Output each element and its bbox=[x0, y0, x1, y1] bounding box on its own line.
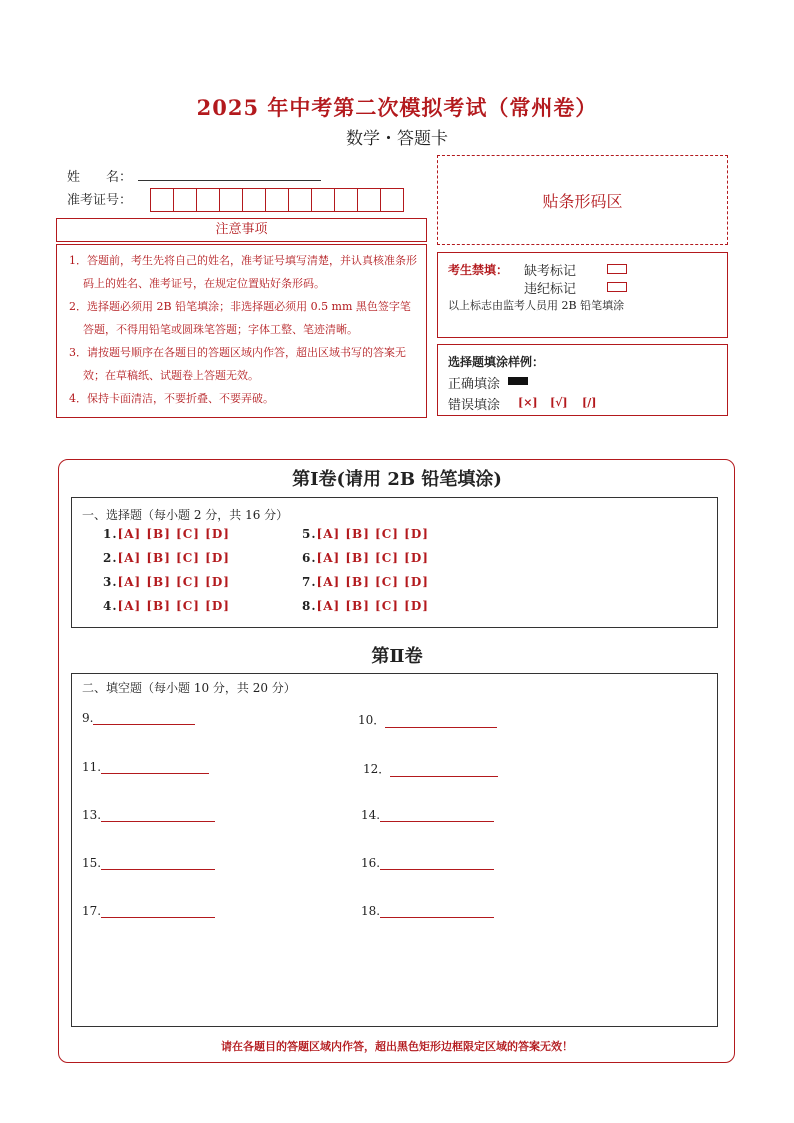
exam-id-boxes[interactable] bbox=[151, 188, 404, 212]
page-title: 2025 年中考第二次模拟考试（常州卷） bbox=[196, 95, 598, 120]
id-box[interactable] bbox=[173, 188, 197, 212]
fill-question-11[interactable]: 11. bbox=[82, 760, 209, 774]
fill-question-14[interactable]: 14. bbox=[361, 808, 494, 822]
correct-label: 正确填涂 bbox=[448, 377, 501, 392]
fill-question-13[interactable]: 13. bbox=[82, 808, 215, 822]
choice-section bbox=[71, 497, 718, 628]
fill-question-18[interactable]: 18. bbox=[361, 904, 494, 918]
sample-title: 选择题填涂样例： bbox=[448, 355, 545, 369]
violation-label: 违纪标记 bbox=[524, 282, 577, 297]
id-box[interactable] bbox=[219, 188, 243, 212]
choice-question-7[interactable]: 7.[A] [B] [C] [D] bbox=[302, 575, 429, 589]
fill-question-15[interactable]: 15. bbox=[82, 856, 215, 870]
part1-title: 第Ⅰ卷(请用 2B 铅笔填涂) bbox=[292, 469, 502, 490]
fill-question-9[interactable]: 9. bbox=[82, 711, 195, 725]
forbid-box bbox=[437, 252, 728, 338]
choice-question-5[interactable]: 5.[A] [B] [C] [D] bbox=[302, 527, 429, 541]
id-box[interactable] bbox=[380, 188, 404, 212]
footer-warning: 请在各题目的答题区域内作答，超出黑色矩形边框限定区域的答案无效！ bbox=[221, 1040, 573, 1053]
notice-item: 1．答题前，考生先将自己的姓名，准考证号填写清楚，并认真核准条形码上的姓名、准考证号，在规定位置贴好条形码。 bbox=[69, 254, 417, 290]
wrong-mark-2: [√] bbox=[550, 396, 568, 409]
id-box[interactable] bbox=[311, 188, 335, 212]
choice-question-2[interactable]: 2.[A] [B] [C] [D] bbox=[103, 551, 230, 565]
id-box[interactable] bbox=[334, 188, 358, 212]
forbid-label: 考生禁填： bbox=[448, 263, 509, 277]
name-label: 姓 名： bbox=[67, 170, 133, 185]
notice-title: 注意事项 bbox=[56, 218, 427, 242]
wrong-label: 错误填涂 bbox=[448, 398, 501, 413]
notice-item: 4．保持卡面清洁，不要折叠、不要弄破。 bbox=[69, 392, 274, 405]
forbid-note: 以上标志由监考人员用 2B 铅笔填涂 bbox=[448, 299, 625, 312]
part2-title: 第Ⅱ卷 bbox=[371, 646, 423, 667]
sample-box bbox=[437, 344, 728, 416]
missing-label: 缺考标记 bbox=[524, 264, 577, 279]
fill-section bbox=[71, 673, 718, 1027]
choice-section-label: 一、选择题（每小题 2 分，共 16 分） bbox=[82, 508, 289, 522]
missing-mark-box[interactable] bbox=[607, 264, 627, 274]
barcode-area bbox=[437, 155, 728, 245]
id-box[interactable] bbox=[150, 188, 174, 212]
choice-question-3[interactable]: 3.[A] [B] [C] [D] bbox=[103, 575, 230, 589]
id-box[interactable] bbox=[288, 188, 312, 212]
id-box[interactable] bbox=[265, 188, 289, 212]
id-label: 准考证号： bbox=[67, 193, 133, 208]
name-field[interactable] bbox=[138, 180, 321, 181]
choice-question-1[interactable]: 1.[A] [B] [C] [D] bbox=[103, 527, 230, 541]
choice-question-4[interactable]: 4.[A] [B] [C] [D] bbox=[103, 599, 230, 613]
fill-question-16[interactable]: 16. bbox=[361, 856, 494, 870]
correct-fill-sample bbox=[508, 377, 528, 385]
id-box[interactable] bbox=[357, 188, 381, 212]
id-box[interactable] bbox=[196, 188, 220, 212]
id-box[interactable] bbox=[242, 188, 266, 212]
fill-question-10[interactable]: 10． bbox=[358, 711, 497, 728]
wrong-mark-1: [×] bbox=[518, 396, 538, 409]
notice-box bbox=[56, 244, 427, 418]
wrong-mark-3: [/] bbox=[582, 396, 597, 409]
notice-item: 3．请按题号顺序在各题目的答题区域内作答，超出区域书写的答案无效；在草稿纸、试题卷上答题无效。 bbox=[69, 346, 406, 382]
fill-section-label: 二、填空题（每小题 10 分，共 20 分） bbox=[82, 681, 296, 695]
choice-question-8[interactable]: 8.[A] [B] [C] [D] bbox=[302, 599, 429, 613]
violation-mark-box[interactable] bbox=[607, 282, 627, 292]
page-subtitle: 数学・答题卡 bbox=[346, 129, 448, 149]
choice-question-6[interactable]: 6.[A] [B] [C] [D] bbox=[302, 551, 429, 565]
fill-question-12[interactable]: 12． bbox=[363, 760, 498, 777]
fill-question-17[interactable]: 17. bbox=[82, 904, 215, 918]
notice-item: 2．选择题必须用 2B 铅笔填涂；非选择题必须用 0.5 mm 黑色签字笔答题，不得用铅笔或圆珠笔答题；字体工整、笔迹清晰。 bbox=[69, 300, 411, 336]
barcode-label: 贴条形码区 bbox=[542, 191, 623, 211]
